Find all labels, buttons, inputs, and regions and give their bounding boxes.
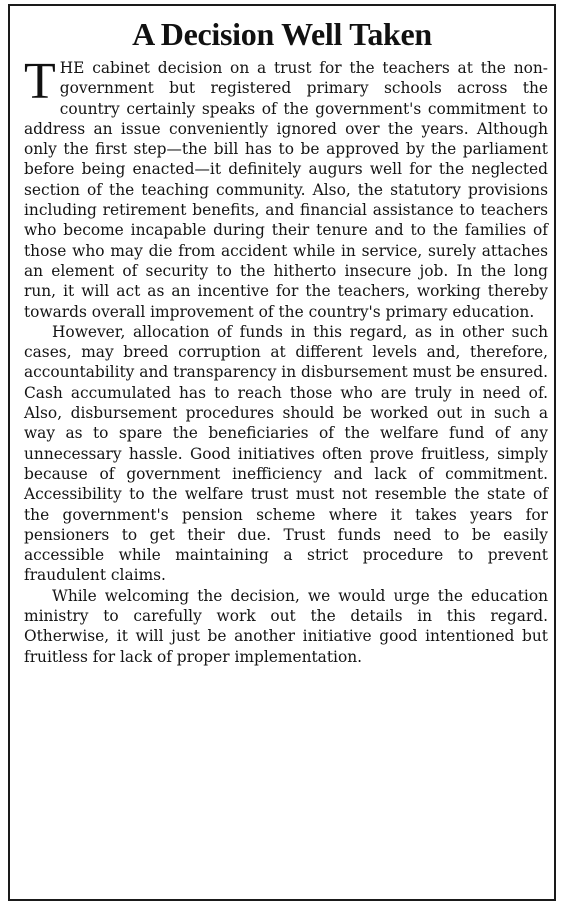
- article-frame: [8, 4, 556, 901]
- article-title: A Decision Well Taken: [132, 16, 432, 52]
- article-body: [24, 53, 548, 667]
- article-paragraph-1: [24, 53, 548, 322]
- article-paragraph-2: However, allocation of funds in this regard, as in other such cases, may breed corruption at different levels and, therefore, accountability and transparency in disbursement must be ensured. Cash accumulated has to reach those who are truly in need of. Also, disbursement procedures should be worked out in such a way as to spare the beneficiaries of the welfare fund of any unnecessary hassle. Good initiatives often prove fruitless, simply because of government inefficiency and lack of commitment. Accessibility to the welfare trust must not resemble the state of the government's pension scheme where it takes years for pensioners to get their due. Trust funds need to be easily accessible while maintaining a strict procedure to prevent fraudulent claims.: [24, 322, 548, 585]
- paragraph-1-text: HE cabinet decision on a trust for the teachers at the non-government but registered primary schools across the country certainly speaks of the government's commitment to address an issue conveniently ignored over the years. Although only the first step—the bill has to be approved by the parliament before being enacted—it definitely augurs well for the neglected section of the teaching community. Also, the statutory provisions including retirement benefits, and financial assistance to teachers who become incapable during their tenure and to the families of those who may die from accident while in service, surely attaches an element of security to the hitherto insecure job. In the long run, it will act as an incentive for the teachers, working thereby towards overall improvement of the country's primary education.: [24, 59, 548, 321]
- article-paragraph-3: While welcoming the decision, we would urge the education ministry to carefully work out the details in this regard. Otherwise, it will just be another initiative good intentioned but fruitless for lack of proper implementation.: [24, 586, 548, 666]
- drop-cap: T: [24, 53, 56, 110]
